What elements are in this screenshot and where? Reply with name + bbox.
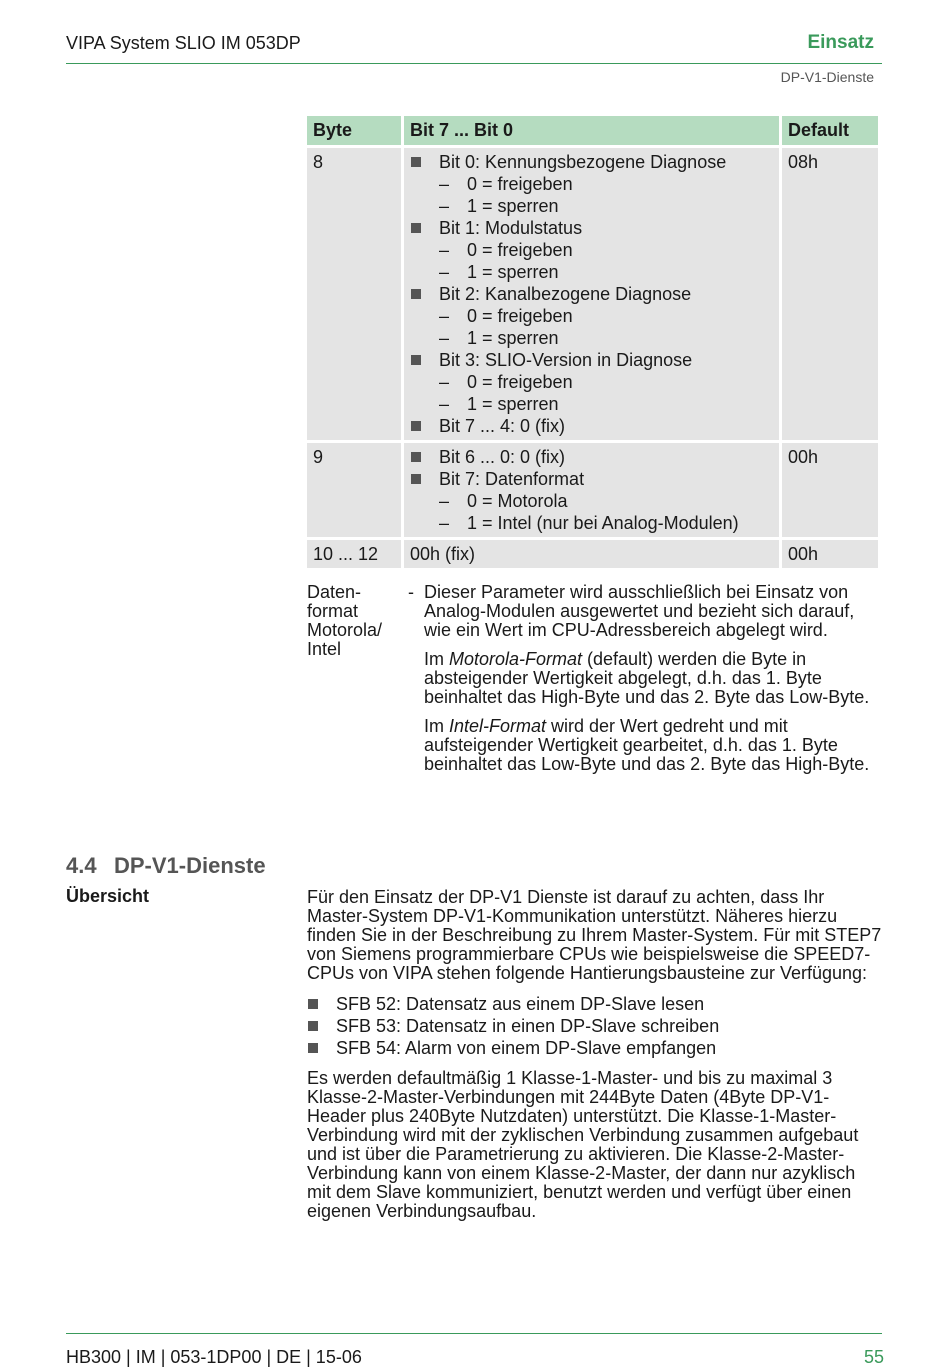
cell-bits <box>404 148 779 440</box>
list-item: Bit 0: Kennungsbezogene Diagnose <box>410 151 773 173</box>
list-subitem: – 0 = Motorola <box>439 491 568 511</box>
note-paragraph: - Dieser Parameter wird ausschließlich bei Einsatz von Analog-Modulen ausgewertet und bezieht sich darauf, wie ein Wert im CPU-Adressbereich abgelegt wird. <box>408 582 855 640</box>
list-item: Bit 3: SLIO-Version in Diagnose <box>410 349 773 371</box>
section-number: 4.4 <box>66 853 97 878</box>
list-subitem: – 0 = freigeben <box>439 306 573 326</box>
cell-default: 00h <box>782 443 878 537</box>
list-item: Bit 7 ... 4: 0 (fix) <box>410 415 773 437</box>
cell-byte: 10 ... 12 <box>307 540 401 568</box>
list-subitem: – 1 = sperren <box>439 262 559 282</box>
header-divider <box>66 63 882 64</box>
outro-paragraph: Es werden defaultmäßig 1 Klasse-1-Master- und bis zu maximal 3 Klasse-2-Master-Verbindungen mit 244Byte Daten (4Byte DP-V1-Header plus 240Byte Nutzdaten) unterstützt. Die Klasse-1-Master-Verbindung wird mit der zyklischen Verbindung zusammen aufgebaut und ist über die Parametrierung zu aktivieren. Die Klasse-2-Master-Verbindung kann von einem Klasse-2-Master, der dann nur azyklisch mit dem Slave kommuniziert, benutzt werden und verfügt über einen eigenen Verbindungsaufbau. <box>307 1068 859 1221</box>
note-body <box>408 583 884 784</box>
list-subitem: – 0 = freigeben <box>439 372 573 392</box>
header-section: DP-V1-Dienste <box>780 69 874 85</box>
list-item: SFB 54: Alarm von einem DP-Slave empfangen <box>307 1037 884 1059</box>
page-number: 55 <box>863 1347 884 1367</box>
intro-paragraph: Für den Einsatz der DP-V1 Dienste ist darauf zu achten, dass Ihr Master-System DP-V1-Kommunikation unterstützt. Näheres hierzu finden Sie in der Beschreibung zu Ihrem Master-System. Für mit STEP7 von Siemens programmierbare CPUs wie beispielsweise die SPEED7-CPUs von VIPA stehen folgende Hantierungsbausteine zur Verfügung: <box>307 887 882 983</box>
note-label: Daten- format Motorola/ Intel <box>307 582 383 659</box>
note-paragraph: Im Motorola-Format (default) werden die Byte in absteigender Wertigkeit abgelegt, d.h. das 1. Byte beinhaltet das High-Byte und das 2. Byte das Low-Byte. <box>424 649 870 707</box>
parameter-table <box>304 113 881 571</box>
section-title: DP-V1-Dienste <box>114 853 266 878</box>
list-subitem: – 1 = sperren <box>439 196 559 216</box>
column-header-byte: Byte <box>307 116 401 145</box>
list-item: Bit 7: Datenformat <box>410 468 773 490</box>
list-subitem: – 1 = Intel (nur bei Analog-Modulen) <box>439 513 739 533</box>
footer-doc-id: HB300 | IM | 053-1DP00 | DE | 15-06 <box>66 1347 362 1367</box>
list-item: SFB 52: Datensatz aus einem DP-Slave lesen <box>307 993 884 1015</box>
section-heading <box>66 853 266 879</box>
column-header-default: Default <box>782 116 878 145</box>
cell-default: 00h <box>782 540 878 568</box>
list-subitem: – 1 = sperren <box>439 328 559 348</box>
note-paragraph: Im Intel-Format wird der Wert gedreht und mit aufsteigender Wertigkeit gearbeitet, d.h. das 1. Byte beinhaltet das Low-Byte und das 2. Byte das High-Byte. <box>424 716 870 774</box>
list-item: Bit 1: Modulstatus <box>410 217 773 239</box>
side-label: Übersicht <box>66 886 150 906</box>
footer-divider <box>66 1333 882 1334</box>
list-subitem: – 0 = freigeben <box>439 240 573 260</box>
cell-bits <box>404 443 779 537</box>
list-subitem: – 0 = freigeben <box>439 174 573 194</box>
table-row <box>307 443 878 537</box>
cell-byte: 8 <box>307 148 401 440</box>
cell-bits: 00h (fix) <box>404 540 779 568</box>
list-item: Bit 2: Kanalbezogene Diagnose <box>410 283 773 305</box>
table-row <box>307 540 878 568</box>
column-header-bits: Bit 7 ... Bit 0 <box>404 116 779 145</box>
list-item: Bit 6 ... 0: 0 (fix) <box>410 446 773 468</box>
table-header-row <box>307 116 878 145</box>
header-chapter: Einsatz <box>807 32 874 53</box>
table-row <box>307 148 878 440</box>
cell-byte: 9 <box>307 443 401 537</box>
header-title: VIPA System SLIO IM 053DP <box>66 33 301 53</box>
cell-default: 08h <box>782 148 878 440</box>
list-item: SFB 53: Datensatz in einen DP-Slave schreiben <box>307 1015 884 1037</box>
section-body <box>307 888 884 1231</box>
sfb-list <box>307 993 884 1059</box>
list-subitem: – 1 = sperren <box>439 394 559 414</box>
